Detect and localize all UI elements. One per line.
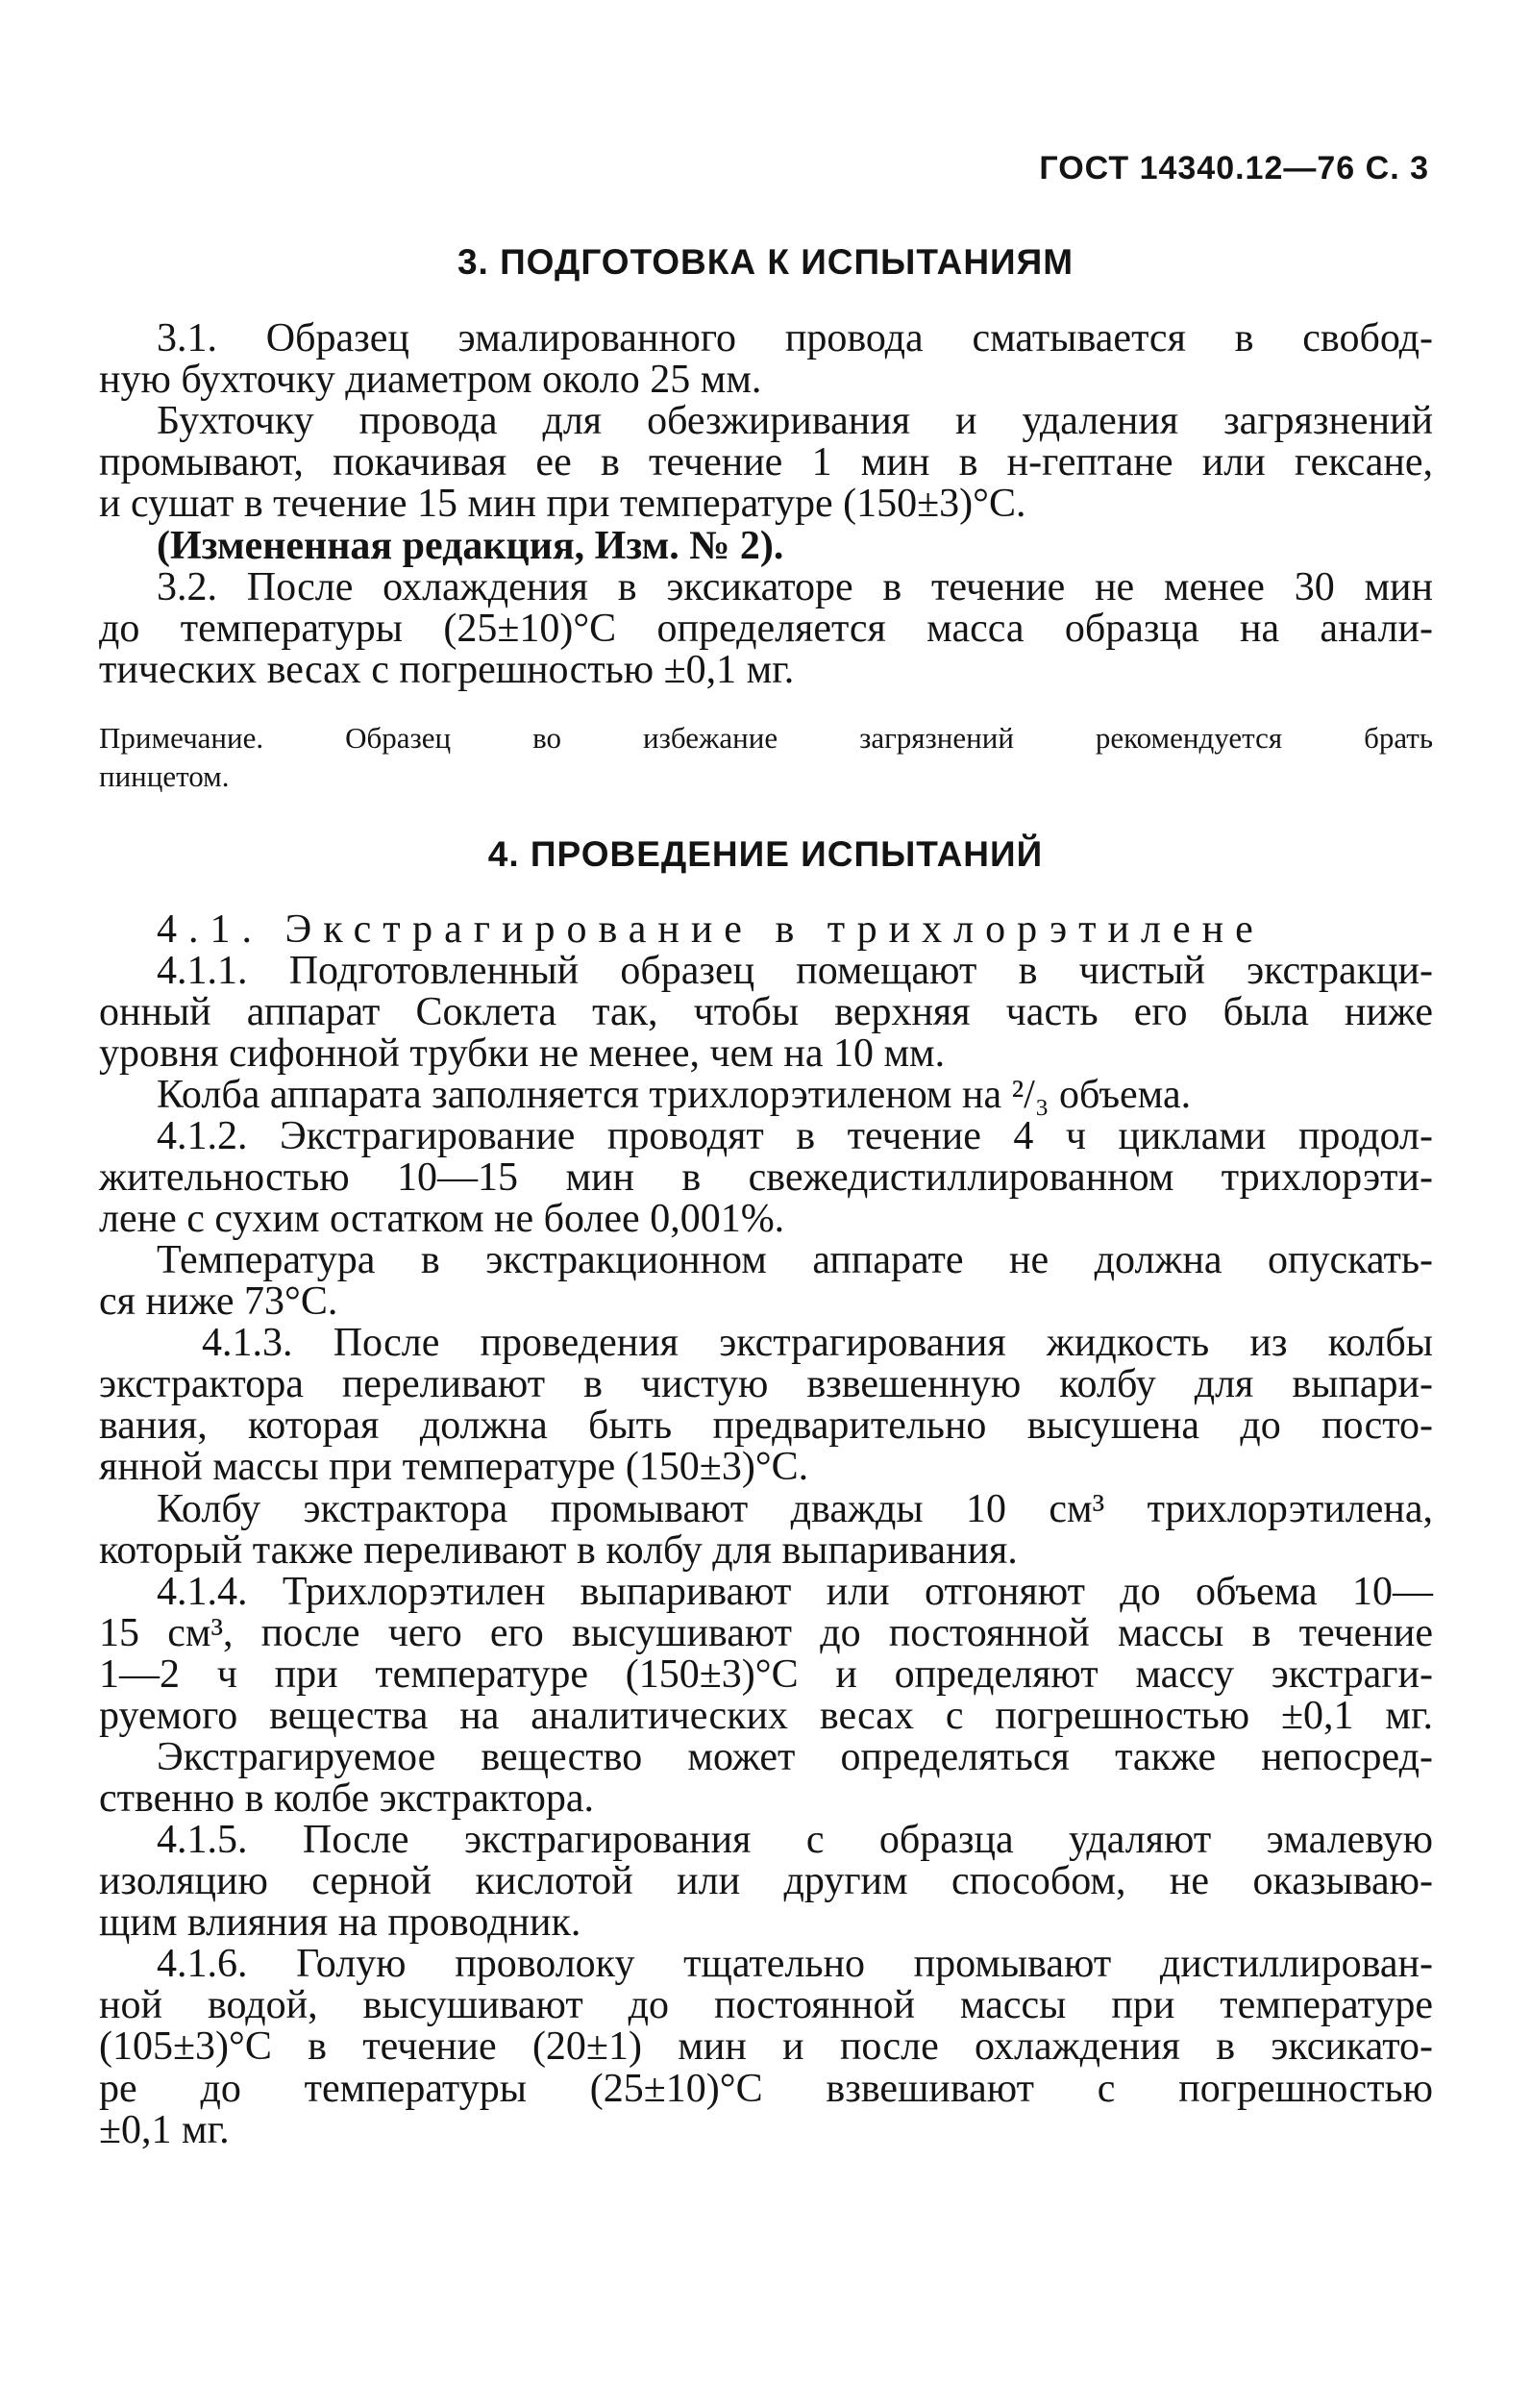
text-line: щим влияния на проводник.	[99, 1900, 581, 1945]
subsection-title: 4.1. Экстрагирование в трихлорэтилене	[157, 907, 1265, 952]
text-line: ре до температуры (25±10)°С взвешивают с погрешностью	[99, 2067, 1433, 2111]
text-line: промывают, покачивая ее в течение 1 мин в н-гептане или гексане,	[99, 440, 1433, 484]
amendment-note: (Измененная редакция, Изм. № 2).	[157, 524, 784, 568]
text-line: до температуры (25±10)°С определяется масса образца на анали-	[99, 607, 1433, 651]
text-line: ся ниже 73°С.	[99, 1279, 338, 1324]
text-line: жительностью 10—15 мин в свежедистиллированном трихлорэти-	[99, 1155, 1433, 1200]
text-line: экстрактора переливают в чистую взвешенную колбу для выпари-	[99, 1362, 1433, 1406]
section-4-heading: 4. ПРОВЕДЕНИЕ ИСПЫТАНИЙ	[487, 834, 1044, 874]
text-line: 4.1.6. Голую проволоку тщательно промывают дистиллирован-	[157, 1942, 1433, 1986]
text-line: 4.1.2. Экстрагирование проводят в течение 4 ч циклами продол-	[157, 1114, 1433, 1158]
note-line: Примечание. Образец во избежание загрязнений рекомендуется брать	[99, 721, 1433, 755]
text-line: ную бухточку диаметром около 25 мм.	[99, 358, 762, 402]
text-line: ственно в колбе экстрактора.	[99, 1776, 594, 1821]
text-line: и сушат в течение 15 мин при температуре (150±3)°С.	[99, 482, 1026, 526]
text-line: Бухточку провода для обезжиривания и удаления загрязнений	[157, 399, 1433, 443]
text-line: Температура в экстракционном аппарате не должна опускать-	[157, 1238, 1433, 1282]
text-line: 4.1.1. Подготовленный образец помещают в чистый экстракци-	[157, 949, 1433, 993]
text-line: ±0,1 мг.	[99, 2108, 230, 2152]
text-line: руемого вещества на аналитических весах с погрешностью ±0,1 мг.	[99, 1694, 1433, 1738]
text-line: ной водой, высушивают до постоянной массы при температуре	[99, 1983, 1433, 2027]
text-line: 3.1. Образец эмалированного провода сматывается в свобод-	[157, 316, 1433, 360]
text-line: Экстрагируемое вещество может определяться также непосред-	[157, 1735, 1433, 1779]
text-line: онный аппарат Соклета так, чтобы верхняя часть его была ниже	[99, 990, 1433, 1034]
note-line: пинцетом.	[99, 759, 230, 793]
text-line: лене с сухим остатком не более 0,001%.	[99, 1197, 785, 1241]
text-line: изоляцию серной кислотой или другим способом, не оказываю-	[99, 1859, 1433, 1903]
text-line: 1—2 ч при температуре (150±3)°С и определяют массу экстраги-	[99, 1652, 1433, 1697]
text-line: 4.1.3. После проведения экстрагирования жидкость из колбы	[202, 1321, 1433, 1365]
text-line: (105±3)°С в течение (20±1) мин и после охлаждения в эксикато-	[99, 2024, 1433, 2069]
text-line: 3.2. После охлаждения в эксикаторе в течение не менее 30 мин	[157, 565, 1433, 609]
text-line: тических весах с погрешностью ±0,1 мг.	[99, 648, 795, 692]
text-line: 4.1.4. Трихлорэтилен выпаривают или отгоняют до объема 10—	[157, 1570, 1433, 1614]
text-line: янной массы при температуре (150±3)°С.	[99, 1445, 809, 1489]
text-line: вания, которая должна быть предварительно высушена до посто-	[99, 1403, 1433, 1448]
text-line: Колбу экстрактора промывают дважды 10 см³ трихлорэтилена,	[157, 1487, 1433, 1531]
text-line: уровня сифонной трубки не менее, чем на 10 мм.	[99, 1031, 946, 1076]
text-line: Колба аппарата заполняется трихлорэтиленом на ²/₃ объема.	[157, 1073, 1192, 1117]
section-3-heading: 3. ПОДГОТОВКА К ИСПЫТАНИЯМ	[457, 242, 1074, 282]
text-line: 4.1.5. После экстрагирования с образца удаляют эмалевую	[157, 1818, 1433, 1862]
page-header: ГОСТ 14340.12—76 С. 3	[1039, 150, 1429, 186]
text-line: 15 см³, после чего его высушивают до постоянной массы в течение	[99, 1611, 1433, 1655]
text-line: который также переливают в колбу для выпаривания.	[99, 1528, 1018, 1573]
